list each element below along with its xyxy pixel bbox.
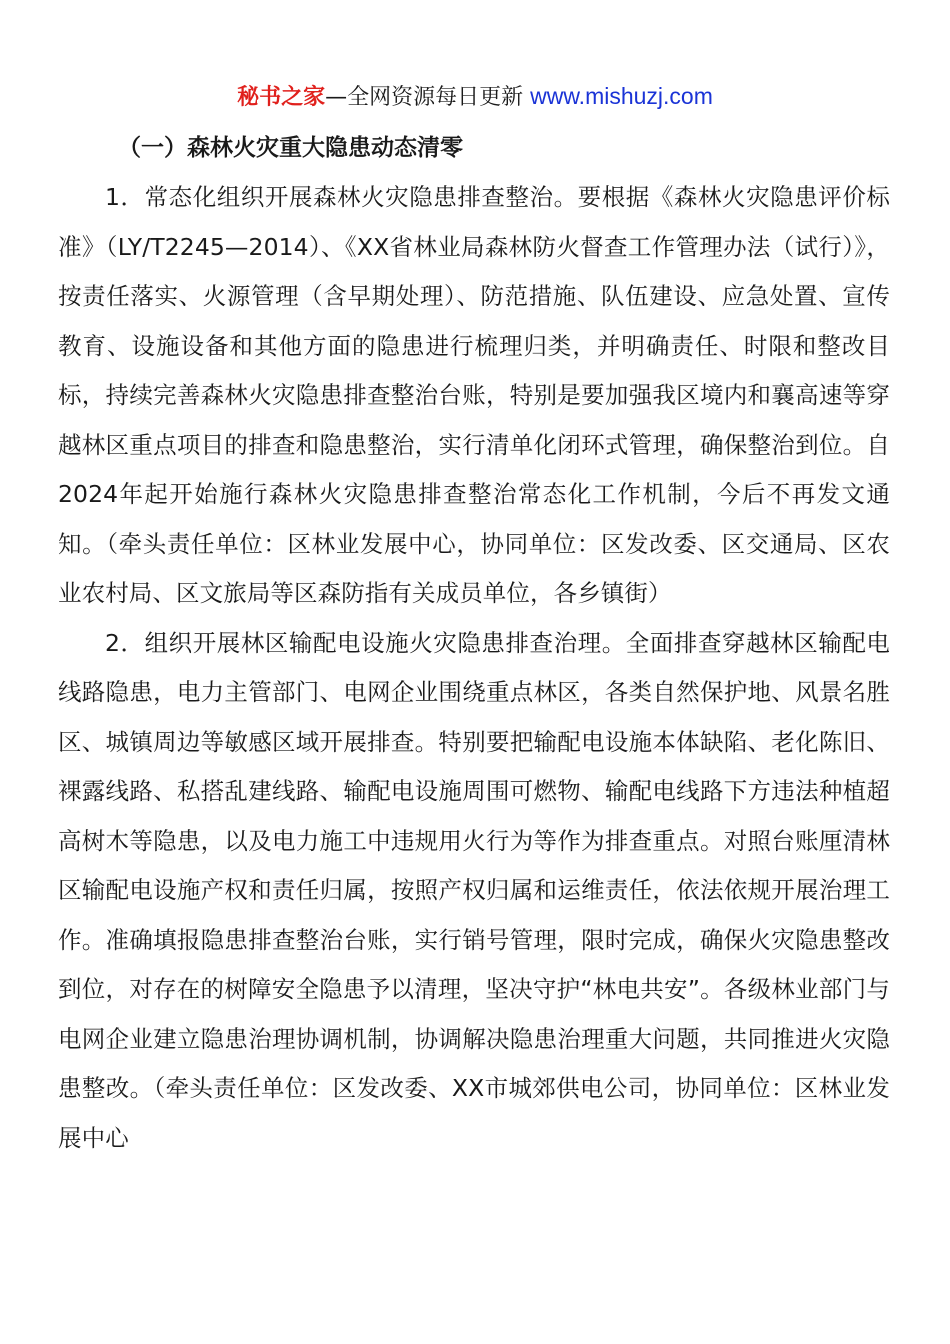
- watermark-header: [0, 80, 950, 114]
- paragraph-2: 2．组织开展林区输配电设施火灾隐患排查治理。全面排查穿越林区输配电线路隐患，电力主管部门、电网企业围绕重点林区，各类自然保护地、风景名胜区、城镇周边等敏感区域开展排查。特别要把输配电设施本体缺陷、老化陈旧、裸露线路、私搭乱建线路、输配电设施周围可燃物、输配电线路下方违法种植超高树木等隐患，以及电力施工中违规用火行为等作为排查重点。对照台账厘清林区输配电设施产权和责任归属，按照产权归属和运维责任，依法依规开展治理工作。准确填报隐患排查整治台账，实行销号管理，限时完成，确保火灾隐患整改到位，对存在的树障安全隐患予以清理，坚决守护“林电共安”。各级林业部门与电网企业建立隐患治理协调机制，协调解决隐患治理重大问题，共同推进火灾隐患整改。（牵头责任单位：区发改委、XX市城郊供电公司，协同单位：区林业发展中心: [58, 628, 890, 1152]
- paragraph-1: 1．常态化组织开展森林火灾隐患排查整治。要根据《森林火灾隐患评价标准》（LY/T2245—2014）、《XX省林业局森林防火督查工作管理办法（试行）》，按责任落实、火源管理（含早期处理）、防范措施、队伍建设、应急处置、宣传教育、设施设备和其他方面的隐患进行梳理归类，并明确责任、时限和整改目标，持续完善森林火灾隐患排查整治台账，特别是要加强我区境内和襄高速等穿越林区重点项目的排查和隐患整治，实行清单化闭环式管理，确保整治到位。自2024年起开始施行森林火灾隐患排查整治常态化工作机制，今后不再发文通知。（牵头责任单位：区林业发展中心，协同单位：区发改委、区交通局、区农业农村局、区文旅局等区森防指有关成员单位，各乡镇街）: [58, 183, 890, 607]
- document-body: [58, 123, 890, 1163]
- section-heading: （一）森林火灾重大隐患动态清零: [118, 135, 463, 161]
- watermark-url-link[interactable]: www.mishuzj.com: [530, 83, 713, 109]
- watermark-brand: 秘书之家: [237, 85, 326, 110]
- watermark-tagline: —全网资源每日更新: [325, 85, 531, 110]
